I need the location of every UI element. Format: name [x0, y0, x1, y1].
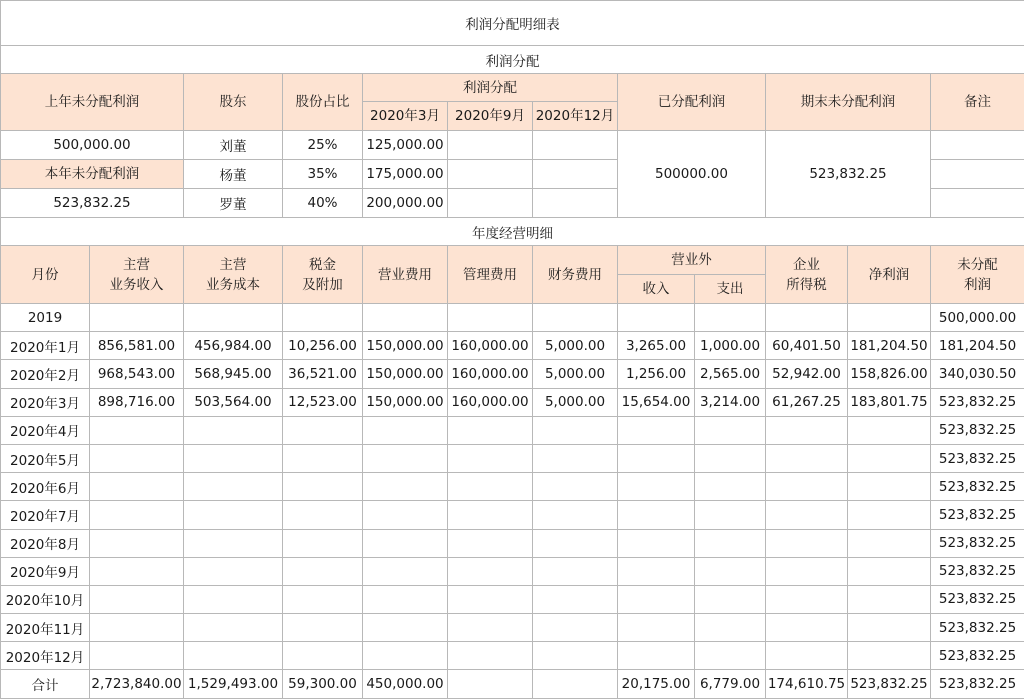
admin-expense-cell[interactable]	[448, 304, 533, 332]
undistributed-cell[interactable]: 523,832.25	[931, 444, 1024, 472]
remark-cell[interactable]	[931, 160, 1024, 189]
net-profit-cell[interactable]: 181,204.50	[848, 332, 931, 360]
main-revenue-cell[interactable]	[90, 501, 184, 529]
month-cell[interactable]: 2020年12月	[1, 642, 90, 670]
non-op-income-cell[interactable]	[618, 557, 695, 585]
tax-cell[interactable]	[283, 444, 363, 472]
header-income-tax[interactable]	[766, 246, 848, 304]
month-cell[interactable]: 2020年3月	[1, 388, 90, 416]
tax-cell[interactable]	[283, 585, 363, 613]
header-non-operating[interactable]: 营业外	[618, 246, 766, 275]
finance-expense-cell[interactable]	[533, 529, 618, 557]
non-op-expense-cell[interactable]	[695, 416, 766, 444]
finance-expense-cell[interactable]	[533, 501, 618, 529]
header-admin-expense[interactable]: 管理费用	[448, 246, 533, 304]
income-tax-cell[interactable]	[766, 529, 848, 557]
header-finance-expense[interactable]: 财务费用	[533, 246, 618, 304]
header-main-revenue-line2: 业务收入	[109, 276, 164, 293]
sales-expense-cell[interactable]: 150,000.00	[363, 388, 448, 416]
non-op-income-cell[interactable]: 1,256.00	[618, 360, 695, 388]
admin-expense-cell[interactable]	[448, 529, 533, 557]
net-profit-cell[interactable]	[848, 416, 931, 444]
distributed-value[interactable]: 500000.00	[618, 131, 766, 218]
non-op-expense-cell[interactable]	[695, 444, 766, 472]
undistributed-cell[interactable]: 523,832.25	[931, 416, 1024, 444]
tax-cell[interactable]	[283, 614, 363, 642]
shareholder-period-3[interactable]	[533, 160, 618, 189]
main-revenue-cell[interactable]	[90, 444, 184, 472]
non-op-expense-cell[interactable]: 2,565.00	[695, 360, 766, 388]
sales-expense-cell[interactable]	[363, 444, 448, 472]
admin-expense-cell[interactable]	[448, 642, 533, 670]
page-title[interactable]: 利润分配明细表	[1, 1, 1024, 46]
admin-expense-cell[interactable]	[448, 670, 533, 698]
tax-cell[interactable]	[283, 557, 363, 585]
main-cost-cell[interactable]: 568,945.00	[184, 360, 283, 388]
main-revenue-cell[interactable]	[90, 614, 184, 642]
finance-expense-cell[interactable]	[533, 614, 618, 642]
admin-expense-cell[interactable]	[448, 473, 533, 501]
header-end-undistributed[interactable]: 期末未分配利润	[766, 74, 931, 131]
table-row	[1, 388, 1024, 416]
header-main-cost-line2: 业务成本	[206, 276, 260, 293]
main-revenue-cell[interactable]: 856,581.00	[90, 332, 184, 360]
header-remark[interactable]: 备注	[931, 74, 1024, 131]
table-row	[1, 642, 1024, 670]
month-cell[interactable]: 2020年10月	[1, 585, 90, 613]
sales-expense-cell[interactable]	[363, 416, 448, 444]
shareholder-ratio[interactable]: 25%	[283, 131, 363, 160]
undistributed-cell[interactable]: 523,832.25	[931, 529, 1024, 557]
non-op-expense-cell[interactable]: 3,214.00	[695, 388, 766, 416]
sales-expense-cell[interactable]	[363, 614, 448, 642]
finance-expense-cell[interactable]	[533, 444, 618, 472]
net-profit-cell[interactable]: 183,801.75	[848, 388, 931, 416]
tax-cell[interactable]	[283, 416, 363, 444]
undistributed-cell[interactable]: 523,832.25	[931, 585, 1024, 613]
shareholder-ratio[interactable]: 35%	[283, 160, 363, 189]
income-tax-cell[interactable]	[766, 642, 848, 670]
header-month[interactable]: 月份	[1, 246, 90, 304]
net-profit-cell[interactable]	[848, 614, 931, 642]
net-profit-cell[interactable]: 158,826.00	[848, 360, 931, 388]
undistributed-cell[interactable]: 500,000.00	[931, 304, 1024, 332]
sales-expense-cell[interactable]: 150,000.00	[363, 360, 448, 388]
main-revenue-cell[interactable]	[90, 557, 184, 585]
header-sales-expense[interactable]: 营业费用	[363, 246, 448, 304]
tax-cell[interactable]	[283, 529, 363, 557]
shareholder-name[interactable]: 罗董	[184, 189, 283, 218]
header-period-dec[interactable]: 2020年12月	[533, 102, 618, 131]
finance-expense-cell[interactable]	[533, 642, 618, 670]
net-profit-cell[interactable]	[848, 444, 931, 472]
month-cell[interactable]: 2020年6月	[1, 473, 90, 501]
finance-expense-cell[interactable]	[533, 557, 618, 585]
admin-expense-cell[interactable]	[448, 444, 533, 472]
sales-expense-cell[interactable]	[363, 585, 448, 613]
undistributed-cell[interactable]: 523,832.25	[931, 642, 1024, 670]
income-tax-cell[interactable]	[766, 444, 848, 472]
table-row	[1, 416, 1024, 444]
undistributed-cell[interactable]: 340,030.50	[931, 360, 1024, 388]
main-revenue-cell[interactable]	[90, 642, 184, 670]
main-revenue-cell[interactable]: 2,723,840.00	[90, 670, 184, 698]
header-undistributed-line2: 利润	[964, 276, 992, 293]
main-cost-cell[interactable]	[184, 557, 283, 585]
income-tax-cell[interactable]	[766, 416, 848, 444]
month-cell[interactable]: 2020年8月	[1, 529, 90, 557]
header-non-op-income[interactable]: 收入	[618, 275, 695, 304]
header-tax-line2: 及附加	[302, 276, 343, 293]
net-profit-cell[interactable]	[848, 642, 931, 670]
operations-detail-rows	[1, 304, 1024, 699]
undistributed-cell[interactable]: 523,832.25	[931, 388, 1024, 416]
undistributed-cell[interactable]: 523,832.25	[931, 557, 1024, 585]
month-cell[interactable]: 2020年9月	[1, 557, 90, 585]
month-cell[interactable]: 2020年4月	[1, 416, 90, 444]
non-op-expense-cell[interactable]	[695, 557, 766, 585]
month-cell[interactable]: 2020年11月	[1, 614, 90, 642]
finance-expense-cell[interactable]: 5,000.00	[533, 360, 618, 388]
shareholder-name[interactable]: 刘董	[184, 131, 283, 160]
month-cell[interactable]: 2020年7月	[1, 501, 90, 529]
income-tax-cell[interactable]	[766, 501, 848, 529]
table-row	[1, 360, 1024, 388]
main-cost-cell[interactable]	[184, 416, 283, 444]
non-op-expense-cell[interactable]: 1,000.00	[695, 332, 766, 360]
header-period-mar[interactable]: 2020年3月	[363, 102, 448, 131]
header-distribution[interactable]: 利润分配	[363, 74, 618, 102]
main-cost-cell[interactable]	[184, 642, 283, 670]
admin-expense-cell[interactable]	[448, 585, 533, 613]
shareholder-period-2[interactable]	[448, 131, 533, 160]
net-profit-cell[interactable]: 523,832.25	[848, 670, 931, 698]
sales-expense-cell[interactable]	[363, 304, 448, 332]
finance-expense-cell[interactable]: 5,000.00	[533, 388, 618, 416]
main-cost-cell[interactable]	[184, 473, 283, 501]
net-profit-cell[interactable]	[848, 557, 931, 585]
header-share-ratio[interactable]: 股份占比	[283, 74, 363, 131]
income-tax-cell[interactable]: 174,610.75	[766, 670, 848, 698]
non-op-income-cell[interactable]: 3,265.00	[618, 332, 695, 360]
admin-expense-cell[interactable]	[448, 614, 533, 642]
month-cell[interactable]: 2020年5月	[1, 444, 90, 472]
admin-expense-cell[interactable]	[448, 416, 533, 444]
current-undistributed-label[interactable]: 本年未分配利润	[1, 160, 184, 189]
non-op-expense-cell[interactable]	[695, 529, 766, 557]
header-prev-undistributed[interactable]: 上年未分配利润	[1, 74, 184, 131]
admin-expense-cell[interactable]: 160,000.00	[448, 360, 533, 388]
main-cost-cell[interactable]	[184, 529, 283, 557]
main-revenue-cell[interactable]	[90, 416, 184, 444]
main-cost-cell[interactable]	[184, 444, 283, 472]
main-cost-cell[interactable]	[184, 304, 283, 332]
month-cell[interactable]: 2019	[1, 304, 90, 332]
non-op-expense-cell[interactable]: 6,779.00	[695, 670, 766, 698]
section-title-operations[interactable]: 年度经营明细	[1, 218, 1024, 246]
header-non-op-expense[interactable]: 支出	[695, 275, 766, 304]
sales-expense-cell[interactable]	[363, 529, 448, 557]
current-undistributed-value[interactable]: 523,832.25	[1, 189, 184, 218]
header-main-revenue[interactable]	[90, 246, 184, 304]
header-main-cost-line1: 主营	[219, 256, 247, 273]
header-net-profit[interactable]: 净利润	[848, 246, 931, 304]
table-row	[1, 585, 1024, 613]
table-row	[1, 444, 1024, 472]
header-main-revenue-line1: 主营	[123, 256, 150, 273]
non-op-income-cell[interactable]	[618, 585, 695, 613]
income-tax-cell[interactable]	[766, 614, 848, 642]
non-op-income-cell[interactable]	[618, 642, 695, 670]
remark-cell[interactable]	[931, 189, 1024, 218]
header-income-tax-line2: 所得税	[786, 276, 827, 293]
shareholder-name[interactable]: 杨董	[184, 160, 283, 189]
finance-expense-cell[interactable]	[533, 585, 618, 613]
undistributed-cell[interactable]: 523,832.25	[931, 473, 1024, 501]
header-shareholder[interactable]: 股东	[184, 74, 283, 131]
table-row	[1, 473, 1024, 501]
income-tax-cell[interactable]: 60,401.50	[766, 332, 848, 360]
main-cost-cell[interactable]: 1,529,493.00	[184, 670, 283, 698]
sales-expense-cell[interactable]	[363, 473, 448, 501]
non-op-expense-cell[interactable]	[695, 473, 766, 501]
sales-expense-cell[interactable]	[363, 642, 448, 670]
non-op-income-cell[interactable]	[618, 416, 695, 444]
non-op-expense-cell[interactable]	[695, 585, 766, 613]
tax-cell[interactable]: 59,300.00	[283, 670, 363, 698]
month-cell[interactable]: 合计	[1, 670, 90, 698]
main-cost-cell[interactable]	[184, 614, 283, 642]
non-op-income-cell[interactable]	[618, 529, 695, 557]
net-profit-cell[interactable]	[848, 501, 931, 529]
income-tax-cell[interactable]	[766, 304, 848, 332]
tax-cell[interactable]: 10,256.00	[283, 332, 363, 360]
shareholder-period-1[interactable]: 125,000.00	[363, 131, 448, 160]
header-tax[interactable]	[283, 246, 363, 304]
main-revenue-cell[interactable]: 968,543.00	[90, 360, 184, 388]
table-row	[1, 557, 1024, 585]
table-row	[1, 332, 1024, 360]
main-revenue-cell[interactable]	[90, 473, 184, 501]
header-period-sep[interactable]: 2020年9月	[448, 102, 533, 131]
header-undistributed[interactable]	[931, 246, 1024, 304]
table-row	[1, 614, 1024, 642]
undistributed-cell[interactable]: 523,832.25	[931, 501, 1024, 529]
main-revenue-cell[interactable]	[90, 304, 184, 332]
income-tax-cell[interactable]: 61,267.25	[766, 388, 848, 416]
admin-expense-cell[interactable]	[448, 557, 533, 585]
income-tax-cell[interactable]	[766, 585, 848, 613]
non-op-expense-cell[interactable]	[695, 642, 766, 670]
non-op-income-cell[interactable]	[618, 444, 695, 472]
shareholder-period-2[interactable]	[448, 160, 533, 189]
table-row	[1, 304, 1024, 332]
main-cost-cell[interactable]: 456,984.00	[184, 332, 283, 360]
income-tax-cell[interactable]: 52,942.00	[766, 360, 848, 388]
main-cost-cell[interactable]: 503,564.00	[184, 388, 283, 416]
non-op-income-cell[interactable]	[618, 614, 695, 642]
non-op-income-cell[interactable]	[618, 501, 695, 529]
finance-expense-cell[interactable]	[533, 473, 618, 501]
sales-expense-cell[interactable]	[363, 501, 448, 529]
non-op-expense-cell[interactable]	[695, 501, 766, 529]
finance-expense-cell[interactable]	[533, 304, 618, 332]
tax-cell[interactable]	[283, 473, 363, 501]
tax-cell[interactable]	[283, 642, 363, 670]
remark-cell[interactable]	[931, 131, 1024, 160]
sales-expense-cell[interactable]: 150,000.00	[363, 332, 448, 360]
net-profit-cell[interactable]	[848, 473, 931, 501]
table-row	[1, 529, 1024, 557]
month-cell[interactable]: 2020年1月	[1, 332, 90, 360]
tax-cell[interactable]	[283, 304, 363, 332]
shareholder-period-1[interactable]: 200,000.00	[363, 189, 448, 218]
month-cell[interactable]: 2020年2月	[1, 360, 90, 388]
admin-expense-cell[interactable]	[448, 501, 533, 529]
non-op-expense-cell[interactable]	[695, 304, 766, 332]
finance-expense-cell[interactable]: 5,000.00	[533, 332, 618, 360]
admin-expense-cell[interactable]: 160,000.00	[448, 332, 533, 360]
non-op-income-cell[interactable]	[618, 304, 695, 332]
finance-expense-cell[interactable]	[533, 670, 618, 698]
main-revenue-cell[interactable]	[90, 529, 184, 557]
header-income-tax-line1: 企业	[793, 256, 820, 273]
non-op-income-cell[interactable]: 20,175.00	[618, 670, 695, 698]
header-main-cost[interactable]	[184, 246, 283, 304]
non-op-expense-cell[interactable]	[695, 614, 766, 642]
main-revenue-cell[interactable]: 898,716.00	[90, 388, 184, 416]
non-op-income-cell[interactable]	[618, 473, 695, 501]
sales-expense-cell[interactable]	[363, 557, 448, 585]
end-undistributed-value[interactable]: 523,832.25	[766, 131, 931, 218]
net-profit-cell[interactable]	[848, 304, 931, 332]
net-profit-cell[interactable]	[848, 529, 931, 557]
prev-undistributed-value[interactable]: 500,000.00	[1, 131, 184, 160]
header-distributed[interactable]: 已分配利润	[618, 74, 766, 131]
shareholder-period-2[interactable]	[448, 189, 533, 218]
main-revenue-cell[interactable]	[90, 585, 184, 613]
finance-expense-cell[interactable]	[533, 416, 618, 444]
section-title-distribution[interactable]: 利润分配	[1, 46, 1024, 74]
table-row	[1, 501, 1024, 529]
shareholder-ratio[interactable]: 40%	[283, 189, 363, 218]
non-op-income-cell[interactable]: 15,654.00	[618, 388, 695, 416]
header-undistributed-line1: 未分配	[957, 256, 998, 273]
header-tax-line1: 税金	[309, 256, 336, 273]
undistributed-cell[interactable]: 523,832.25	[931, 614, 1024, 642]
shareholder-period-3[interactable]	[533, 189, 618, 218]
tax-cell[interactable]: 36,521.00	[283, 360, 363, 388]
total-row	[1, 670, 1024, 698]
tax-cell[interactable]	[283, 501, 363, 529]
admin-expense-cell[interactable]: 160,000.00	[448, 388, 533, 416]
main-cost-cell[interactable]	[184, 501, 283, 529]
shareholder-period-3[interactable]	[533, 131, 618, 160]
main-cost-cell[interactable]	[184, 585, 283, 613]
sales-expense-cell[interactable]: 450,000.00	[363, 670, 448, 698]
tax-cell[interactable]: 12,523.00	[283, 388, 363, 416]
income-tax-cell[interactable]	[766, 557, 848, 585]
income-tax-cell[interactable]	[766, 473, 848, 501]
net-profit-cell[interactable]	[848, 585, 931, 613]
shareholder-period-1[interactable]: 175,000.00	[363, 160, 448, 189]
undistributed-cell[interactable]: 181,204.50	[931, 332, 1024, 360]
undistributed-cell[interactable]: 523,832.25	[931, 670, 1024, 698]
